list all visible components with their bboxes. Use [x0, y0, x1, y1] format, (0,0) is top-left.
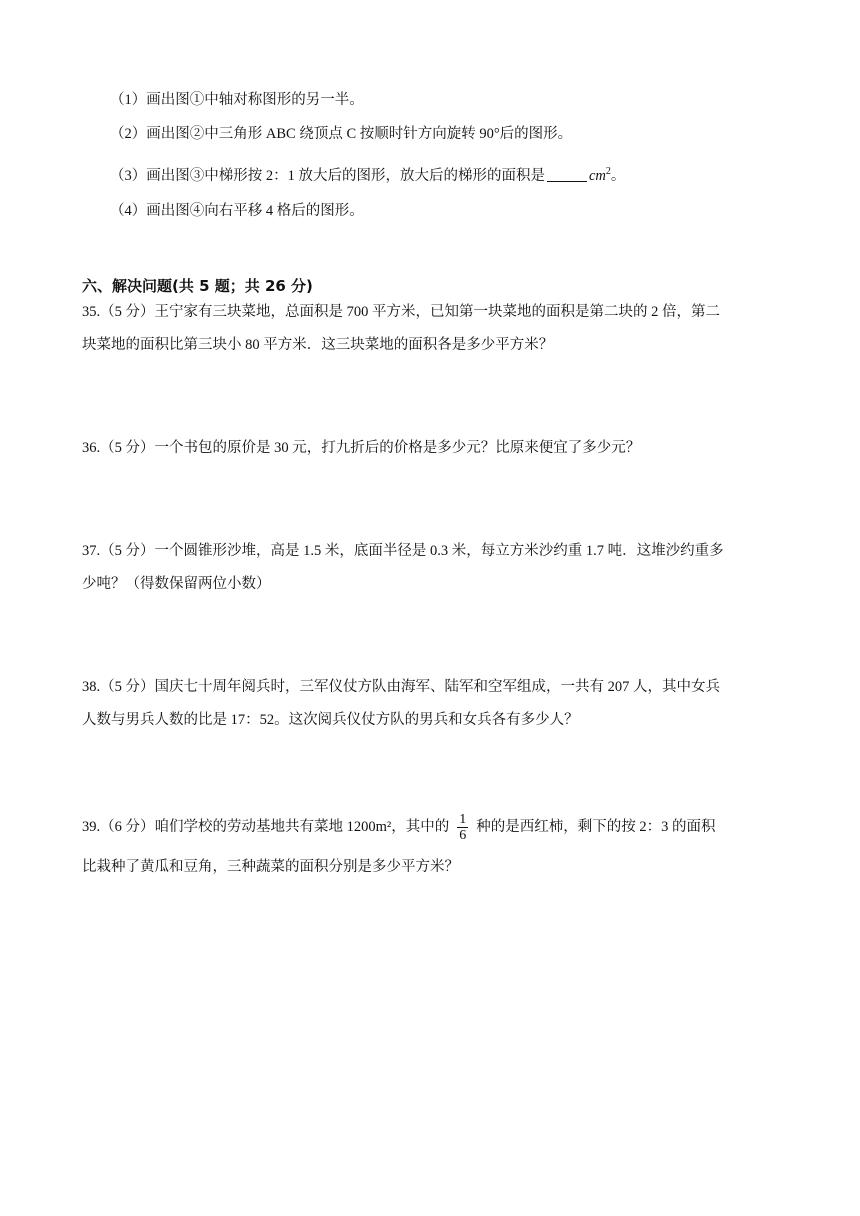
fraction-denominator: 6: [459, 828, 467, 844]
fraction-numerator: 1: [459, 812, 467, 828]
question-38-line-2: 人数与男兵人数的比是 17：52。这次阅兵仪仗方队的男兵和女兵各有多少人？: [82, 712, 579, 728]
sub-item-3-text: （3）画出图③中梯形按 2：1 放大后的图形，放大后的梯形的面积是: [110, 167, 545, 184]
question-39-text-a: 39.（6 分）咱们学校的劳动基地共有菜地 1200m²，其中的: [82, 819, 450, 835]
question-37-line-1: 37.（5 分）一个圆锥形沙堆，高是 1.5 米，底面半径是 0.3 米，每立方米沙约重 1.7 吨．这堆沙约重多: [82, 543, 724, 559]
sub-item-3-suffix: 。: [610, 167, 626, 184]
sub-item-4: （4）画出图④向右平移 4 格后的图形。: [110, 203, 364, 219]
fraction-one-sixth: [457, 812, 468, 843]
sub-item-2: （2）画出图②中三角形 ABC 绕顶点 C 按顺时针方向旋转 90°后的图形。: [110, 126, 573, 142]
question-39-line-1: [82, 810, 716, 844]
answer-blank[interactable]: [547, 167, 587, 182]
question-38-line-1: 38.（5 分）国庆七十周年阅兵时，三军仪仗方队由海军、陆军和空军组成，一共有 207 人，其中女兵: [82, 679, 720, 695]
question-39-text-b: 种的是西红柿，剩下的按 2：3 的面积: [476, 819, 716, 835]
area-unit: $cm^2$: [589, 166, 611, 184]
question-36-line-1: 36.（5 分）一个书包的原价是 30 元，打九折后的价格是多少元？比原来便宜了多少元？: [82, 440, 641, 456]
sub-item-3: [110, 162, 625, 186]
question-35-line-1: 35.（5 分）王宁家有三块菜地，总面积是 700 平方米，已知第一块菜地的面积是第二块的 2 倍，第二: [82, 304, 720, 320]
question-35-line-2: 块菜地的面积比第三块小 80 平方米．这三块菜地的面积各是多少平方米？: [82, 337, 554, 353]
section-title: 六、解决问题(共 5 题；共 26 分): [82, 277, 313, 295]
sub-item-1: （1）画出图①中轴对称图形的另一半。: [110, 92, 364, 108]
question-39-line-2: 比栽种了黄瓜和豆角，三种蔬菜的面积分别是多少平方米？: [82, 859, 459, 875]
question-37-line-2: 少吨？（得数保留两位小数）: [82, 576, 271, 592]
